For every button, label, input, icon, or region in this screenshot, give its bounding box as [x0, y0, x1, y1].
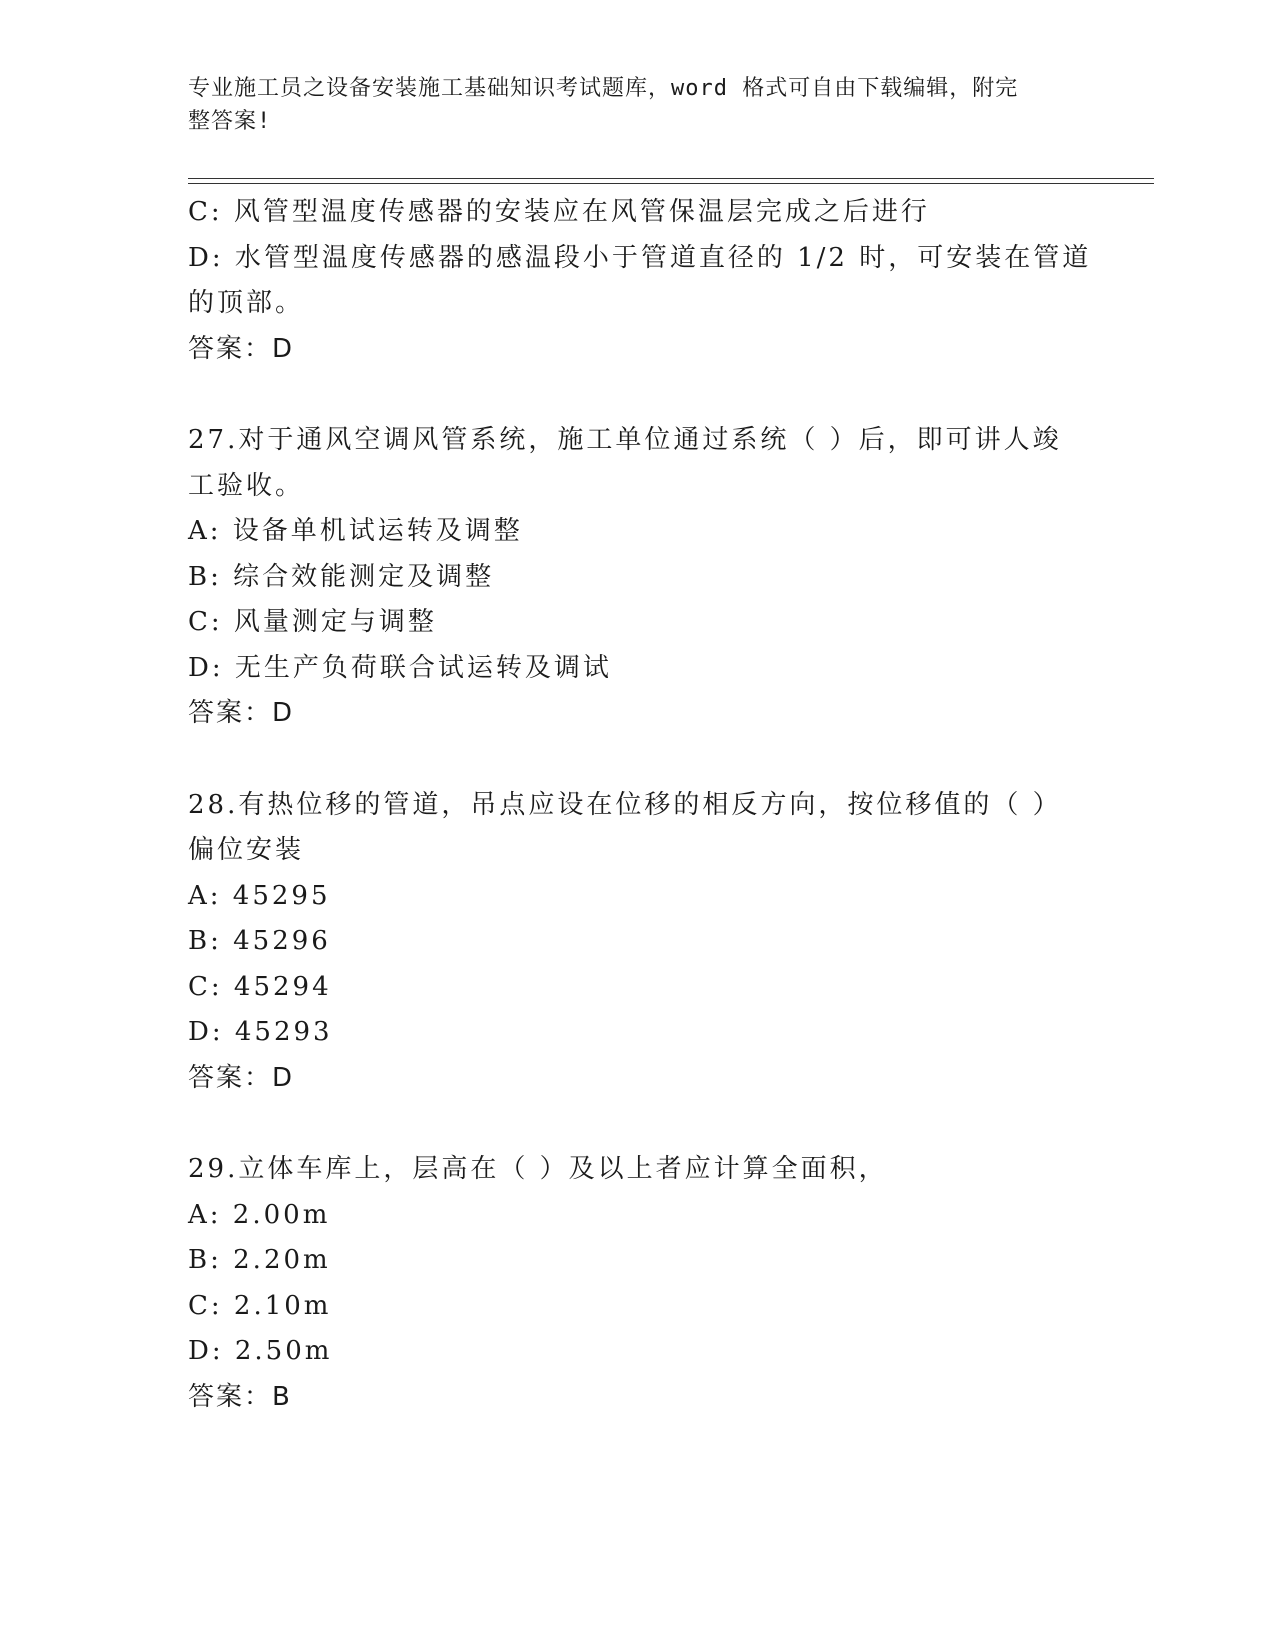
header-divider	[188, 178, 1154, 179]
option-line: D: 水管型温度传感器的感温段小于管道直径的 1/2 时，可安装在管道	[188, 242, 1092, 273]
question-content	[188, 190, 1092, 1420]
option-line: D: 45293	[188, 1017, 333, 1047]
answer-line: 答案：D	[188, 1062, 295, 1093]
option-line: C: 45294	[188, 971, 332, 1002]
answer-line: 答案：D	[188, 333, 295, 364]
option-line: B: 45296	[188, 926, 331, 956]
option-line: C: 2.10m	[188, 1290, 332, 1321]
question-stem: 工验收。	[188, 470, 305, 501]
option-line: A: 设备单机试运转及调整	[188, 516, 523, 546]
option-line: C: 风量测定与调整	[188, 607, 437, 637]
header-divider	[188, 183, 1154, 184]
option-line: A: 45295	[188, 880, 331, 911]
document-header	[188, 72, 1068, 138]
option-line: D: 无生产负荷联合试运转及调试	[188, 652, 612, 683]
answer-line: 答案：D	[188, 698, 295, 728]
answer-line: 答案：B	[188, 1381, 292, 1412]
option-line: C: 风管型温度传感器的安装应在风管保温层完成之后进行	[188, 197, 930, 227]
question-stem: 29.立体车库上，层高在（ ）及以上者应计算全面积，	[188, 1154, 888, 1184]
question-stem: 28.有热位移的管道，吊点应设在位移的相反方向，按位移值的（ ）	[188, 789, 1062, 820]
question-stem: 27.对于通风空调风管系统，施工单位通过系统（ ）后，即可讲人竣	[188, 425, 1062, 455]
option-line: B: 综合效能测定及调整	[188, 561, 495, 592]
question-block	[188, 1147, 1088, 1420]
question-stem: 偏位安装	[188, 835, 305, 865]
header-line: 专业施工员之设备安装施工基础知识考试题库，word 格式可自由下载编辑，附完	[188, 76, 1019, 101]
question-block	[188, 783, 1088, 1102]
option-line: B: 2.20m	[188, 1245, 331, 1275]
option-line: D: 2.50m	[188, 1336, 333, 1366]
question-block	[188, 418, 1088, 737]
option-line: 的顶部。	[188, 288, 305, 318]
header-line: 整答案!	[188, 109, 272, 134]
option-line: A: 2.00m	[188, 1199, 331, 1230]
question-block-prev	[188, 190, 1092, 372]
